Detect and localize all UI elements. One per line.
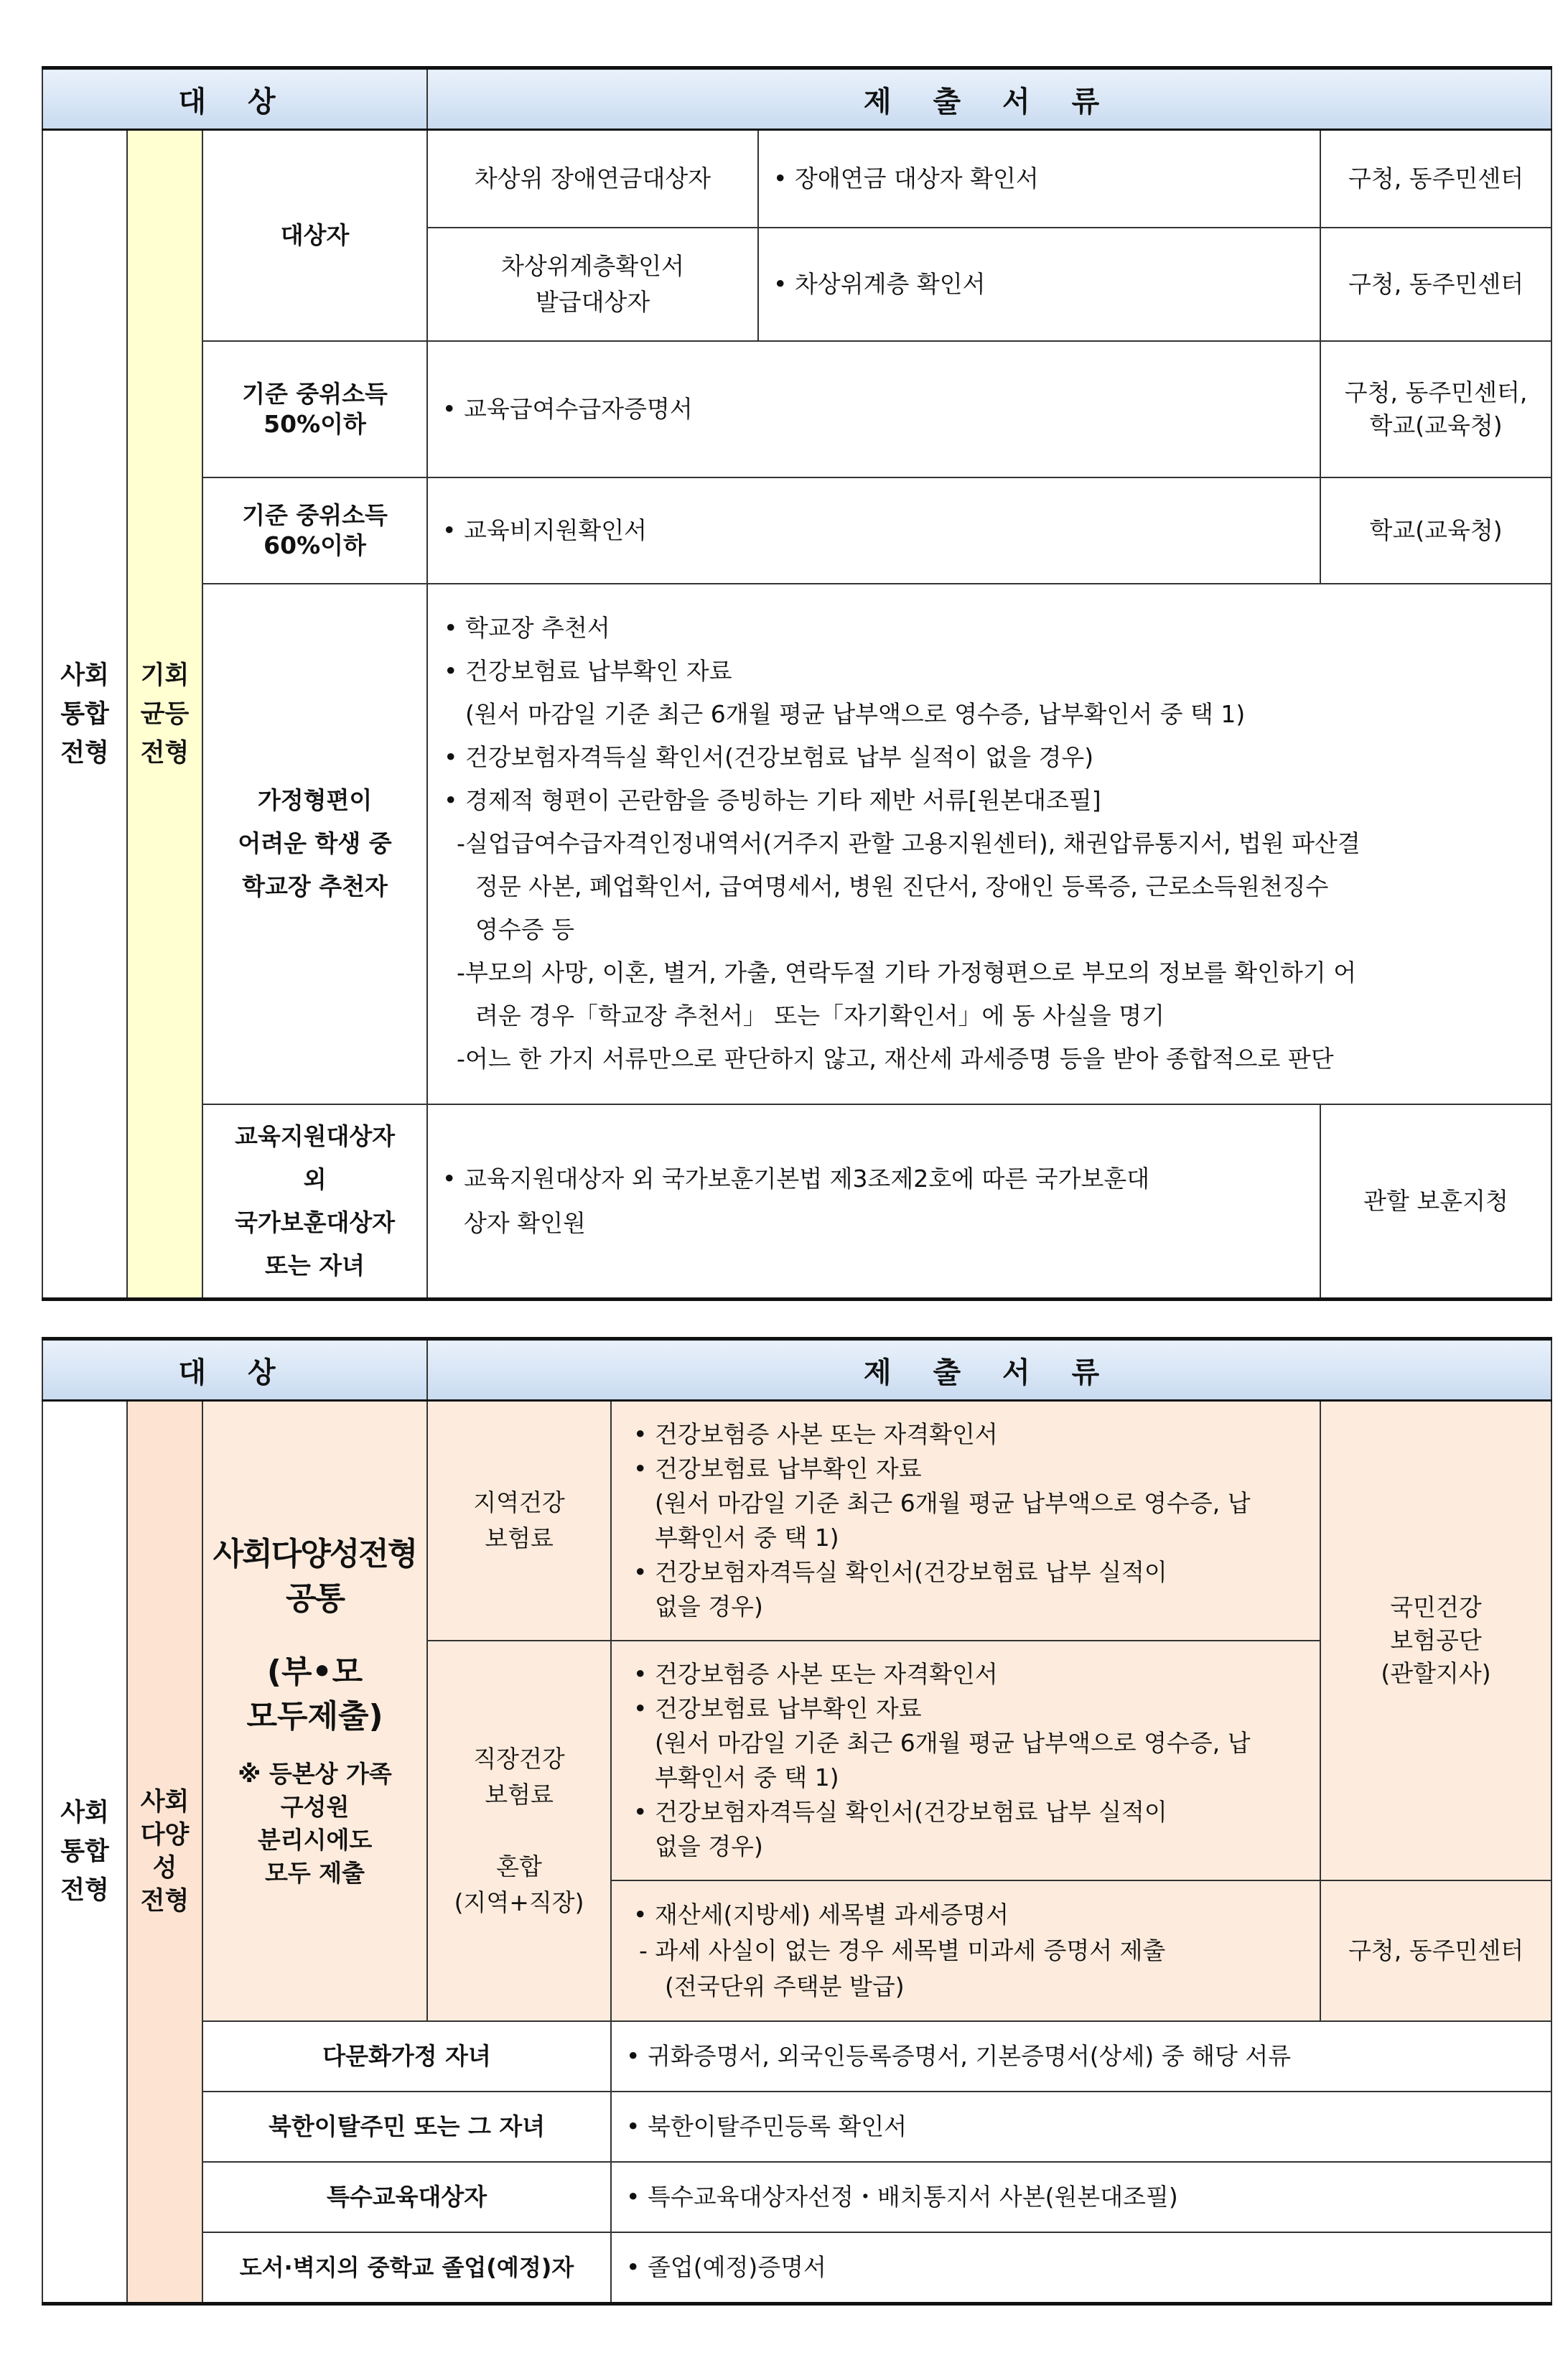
document-line: 정문 사본, 폐업확인서, 급여명세서, 병원 진단서, 장애인 등록증, 근로소득원천징수 xyxy=(475,872,1329,900)
category-label: 기준 중위소득 50%이하 xyxy=(202,341,427,477)
document-line: -어느 한 가지 서류만으로 판단하지 않고, 재산세 과세증명 등을 받아 종합적으로 판단 xyxy=(457,1045,1334,1073)
common-title: 사회다양성전형 공통 xyxy=(213,1535,417,1617)
document-line: 려운 경우「학교장 추천서」 또는「자기확인서」에 동 사실을 명기 xyxy=(475,1002,1165,1030)
document-line: -실업급여수급자격인정내역서(거주지 관할 고용지원센터), 채권압류통지서, 법원 파산결 xyxy=(457,829,1361,857)
issuer-cell: 학교(교육청) xyxy=(1320,477,1551,584)
table-row xyxy=(42,341,1551,477)
group-label: 사회 통합 전형 xyxy=(42,1401,127,2304)
table-row xyxy=(42,130,1551,228)
document-line: • 건강보험료 납부확인 자료 xyxy=(439,650,1541,693)
table-row xyxy=(42,1104,1551,1300)
header-target: 대 상 xyxy=(42,1339,427,1401)
header-docs: 제 출 서 류 xyxy=(427,1339,1551,1401)
table-row xyxy=(42,2232,1551,2304)
document-cell: • 건강보험증 사본 또는 자격확인서 • 건강보험료 납부확인 자료 (원서 마감일 기준 최근 6개월 평균 납부액으로 영수증, 납 부확인서 중 택 1) • 건강보험자격득실 확인서(건강보험료 납부 실적이 없을 경우) xyxy=(611,1641,1320,1880)
table-row xyxy=(42,2021,1551,2092)
category-label: 도서·벽지의 중학교 졸업(예정)자 xyxy=(202,2232,611,2304)
subgroup-label: 사회 다양 성 전형 xyxy=(127,1401,202,2304)
table-row xyxy=(42,584,1551,1104)
document-cell xyxy=(427,584,1551,1104)
issuer-cell: 구청, 동주민센터 xyxy=(1320,130,1551,228)
category-label: 특수교육대상자 xyxy=(202,2162,611,2232)
table-row xyxy=(42,2162,1551,2232)
document-cell: • 졸업(예정)증명서 xyxy=(611,2232,1551,2304)
document-line: -부모의 사망, 이혼, 별거, 가출, 연락두절 기타 가정형편으로 부모의 정보를 확인하기 어 xyxy=(457,959,1357,987)
document-line: • 경제적 형편이 곤란함을 증빙하는 기타 제반 서류[원본대조필] xyxy=(439,779,1541,822)
category-label: 교육지원대상자 외 국가보훈대상자 또는 자녀 xyxy=(202,1104,427,1300)
document-cell: • 귀화증명서, 외국인등록증명서, 기본증명서(상세) 중 해당 서류 xyxy=(611,2021,1551,2092)
common-note: ※ 등본상 가족 구성원 분리시에도 모두 제출 xyxy=(238,1759,392,1887)
document-line: (원서 마감일 기준 최근 6개월 평균 납부액으로 영수증, 납부확인서 중 택 1) xyxy=(465,700,1246,728)
document-line: • 건강보험자격득실 확인서(건강보험료 납부 실적이 없을 경우) xyxy=(439,736,1541,779)
table-header xyxy=(42,1339,1551,1401)
issuer-cell: 구청, 동주민센터 xyxy=(1320,1880,1551,2021)
table-diversity xyxy=(42,1337,1552,2306)
subgroup-label: 기회 균등 전형 xyxy=(127,130,202,1300)
issuer-cell: 구청, 동주민센터 xyxy=(1320,228,1551,341)
document-cell: • 교육비지원확인서 xyxy=(427,477,1320,584)
document-cell: • 교육지원대상자 외 국가보훈기본법 제3조제2호에 따른 국가보훈대 상자 확인원 xyxy=(427,1104,1320,1300)
insurance-type: 직장건강 보험료 혼합 (지역+직장) xyxy=(427,1641,611,2021)
table-row xyxy=(42,2092,1551,2162)
document-cell: • 특수교육대상자선정・배치통지서 사본(원본대조필) xyxy=(611,2162,1551,2232)
document-line: 영수증 등 xyxy=(475,915,575,943)
category-label: 기준 중위소득 60%이하 xyxy=(202,477,427,584)
category-label: 다문화가정 자녀 xyxy=(202,2021,611,2092)
sub-category: 차상위 장애연금대상자 xyxy=(427,130,758,228)
document-cell: • 차상위계층 확인서 xyxy=(758,228,1320,341)
category-label: 가정형편이 어려운 학생 중 학교장 추천자 xyxy=(202,584,427,1104)
document-cell: • 장애연금 대상자 확인서 xyxy=(758,130,1320,228)
insurance-type: 지역건강 보험료 xyxy=(427,1401,611,1641)
issuer-cell: 국민건강 보험공단 (관할지사) xyxy=(1320,1401,1551,1880)
document-cell: • 건강보험증 사본 또는 자격확인서 • 건강보험료 납부확인 자료 (원서 마감일 기준 최근 6개월 평균 납부액으로 영수증, 납 부확인서 중 택 1) • 건강보험자격득실 확인서(건강보험료 납부 실적이 없을 경우) xyxy=(611,1401,1320,1641)
document-cell: • 재산세(지방세) 세목별 과세증명서 - 과세 사실이 없는 경우 세목별 미과세 증명서 제출 (전국단위 주택분 발급) xyxy=(611,1880,1320,2021)
common-paren: (부•모 모두제출) xyxy=(246,1653,383,1735)
sub-category: 차상위계층확인서 발급대상자 xyxy=(427,228,758,341)
document-cell: • 교육급여수급자증명서 xyxy=(427,341,1320,477)
document-line: • 학교장 추천서 xyxy=(439,607,1541,650)
issuer-cell: 구청, 동주민센터, 학교(교육청) xyxy=(1320,341,1551,477)
table-header xyxy=(42,68,1551,130)
header-target: 대 상 xyxy=(42,68,427,130)
category-label: 대상자 xyxy=(202,130,427,341)
header-docs: 제 출 서 류 xyxy=(427,68,1551,130)
table-row xyxy=(42,477,1551,584)
document-cell: • 북한이탈주민등록 확인서 xyxy=(611,2092,1551,2162)
category-label: 북한이탈주민 또는 그 자녀 xyxy=(202,2092,611,2162)
table-opportunity xyxy=(42,66,1552,1301)
table-row xyxy=(42,1401,1551,1641)
group-label: 사회 통합 전형 xyxy=(42,130,127,1300)
common-category xyxy=(202,1401,427,2021)
issuer-cell: 관할 보훈지청 xyxy=(1320,1104,1551,1300)
